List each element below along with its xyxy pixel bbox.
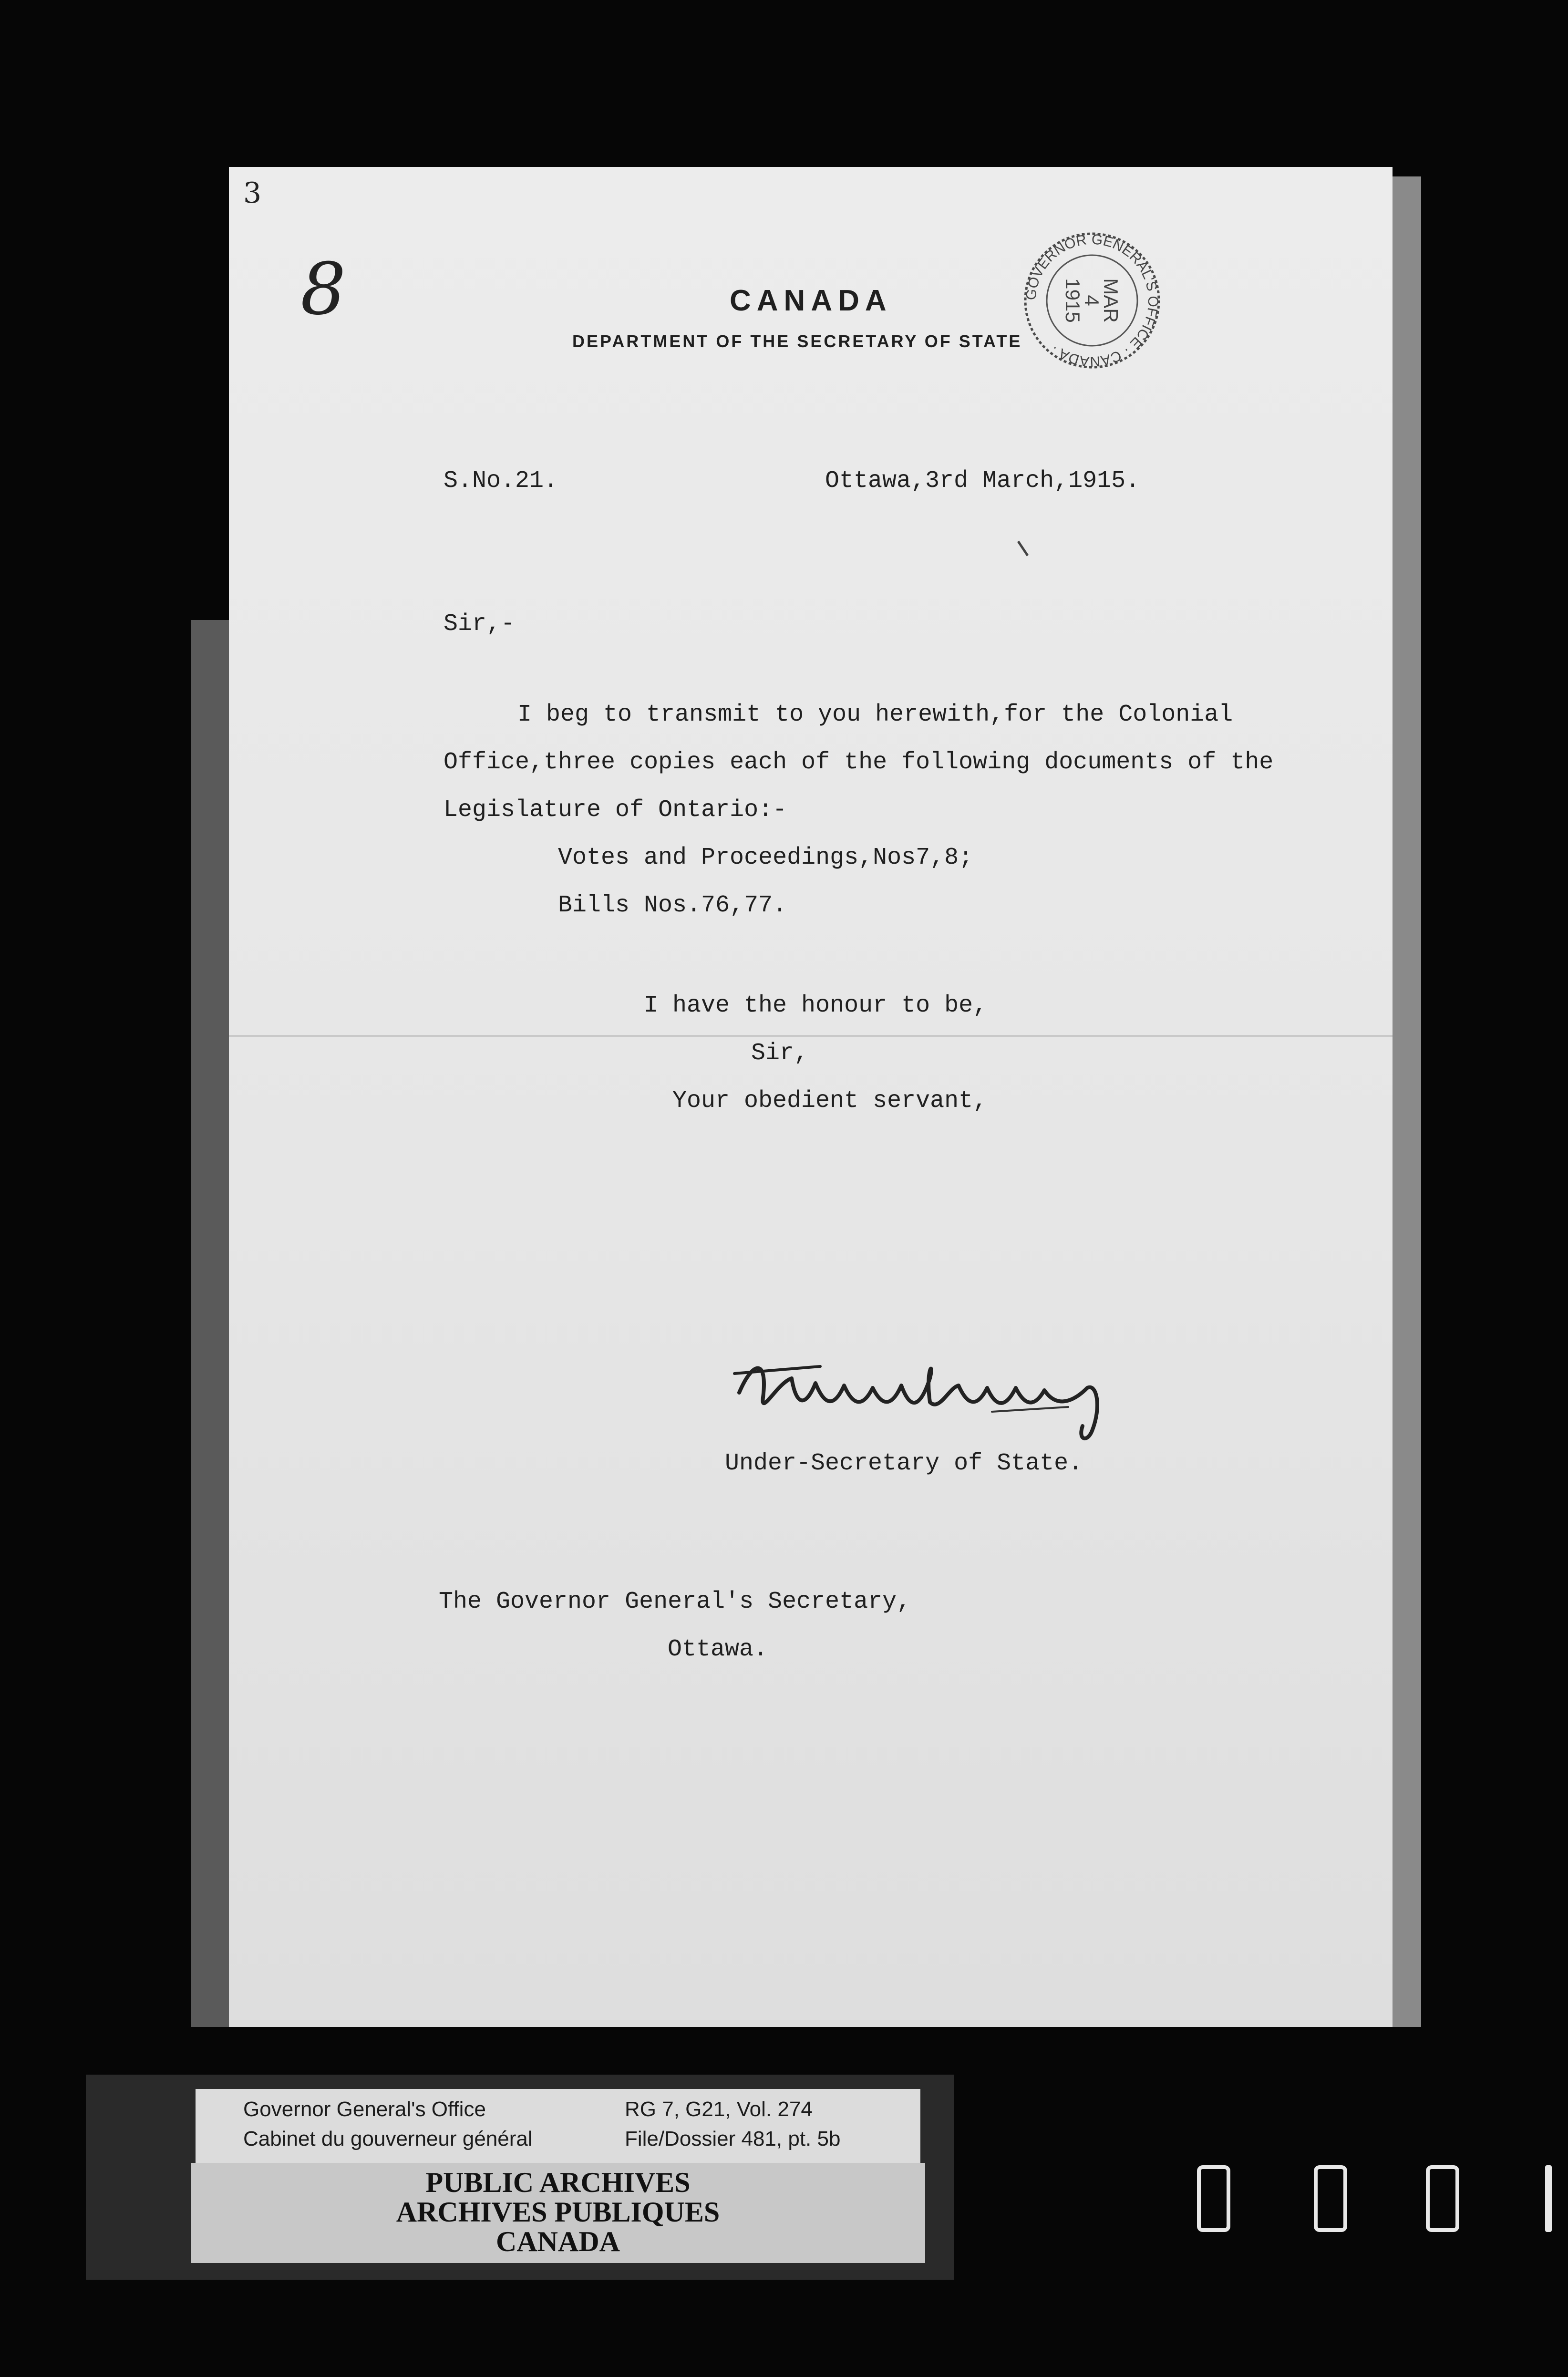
addressee-line: The Governor General's Secretary, xyxy=(439,1588,911,1615)
margin-mark: 3 xyxy=(243,176,262,210)
frame-digit xyxy=(1545,2165,1552,2232)
handwritten-signature xyxy=(725,1340,1154,1450)
body-line: Office,three copies each of the following documents of the xyxy=(444,749,1274,776)
signatory-title: Under-Secretary of State. xyxy=(725,1450,1083,1477)
closing-line: I have the honour to be, xyxy=(644,992,988,1019)
frame-digit xyxy=(1197,2165,1230,2232)
stamp-day: 4 xyxy=(1081,295,1103,306)
archives-line: ARCHIVES PUBLIQUES xyxy=(396,2196,720,2228)
stamp-year: 1915 xyxy=(1062,278,1084,323)
office-name-en: Governor General's Office xyxy=(243,2098,486,2121)
received-stamp xyxy=(1021,229,1164,372)
archives-label xyxy=(191,2163,925,2263)
salutation: Sir,- xyxy=(444,610,516,638)
archives-line: CANADA xyxy=(496,2226,620,2257)
letterhead-country: CANADA xyxy=(730,284,892,317)
page-shadow xyxy=(191,620,234,2027)
stamp-month: MAR xyxy=(1100,278,1122,323)
frame-digit xyxy=(1314,2165,1347,2232)
record-group-ref: RG 7, G21, Vol. 274 xyxy=(625,2098,813,2121)
office-name-fr: Cabinet du gouverneur général xyxy=(243,2127,533,2150)
addressee-line: Ottawa. xyxy=(668,1636,768,1663)
closing-line: Sir, xyxy=(751,1040,809,1067)
letterhead-department: DEPARTMENT OF THE SECRETARY OF STATE xyxy=(572,331,1022,351)
stamp-ring-text: GOVERNOR GENERAL'S OFFICE · CANADA · xyxy=(1023,231,1161,370)
frame-number xyxy=(1183,2165,1564,2246)
letter-page xyxy=(229,167,1393,2027)
body-line: I beg to transmit to you herewith,for the Colonial xyxy=(517,701,1233,728)
reference-number: S.No.21. xyxy=(444,467,558,495)
archives-line: PUBLIC ARCHIVES xyxy=(425,2167,691,2198)
check-mark-icon xyxy=(1016,539,1030,558)
date-line: Ottawa,3rd March,1915. xyxy=(825,467,1140,495)
frame-digit xyxy=(1426,2165,1459,2232)
file-ref: File/Dossier 481, pt. 5b xyxy=(625,2127,841,2150)
fonds-label xyxy=(196,2089,920,2163)
folio-number: 8 xyxy=(300,248,346,331)
enclosure-item: Votes and Proceedings,Nos7,8; xyxy=(558,844,973,871)
closing-line: Your obedient servant, xyxy=(672,1087,988,1115)
enclosure-item: Bills Nos.76,77. xyxy=(558,892,787,919)
fold-line xyxy=(229,1035,1393,1037)
body-line: Legislature of Ontario:- xyxy=(444,796,787,824)
